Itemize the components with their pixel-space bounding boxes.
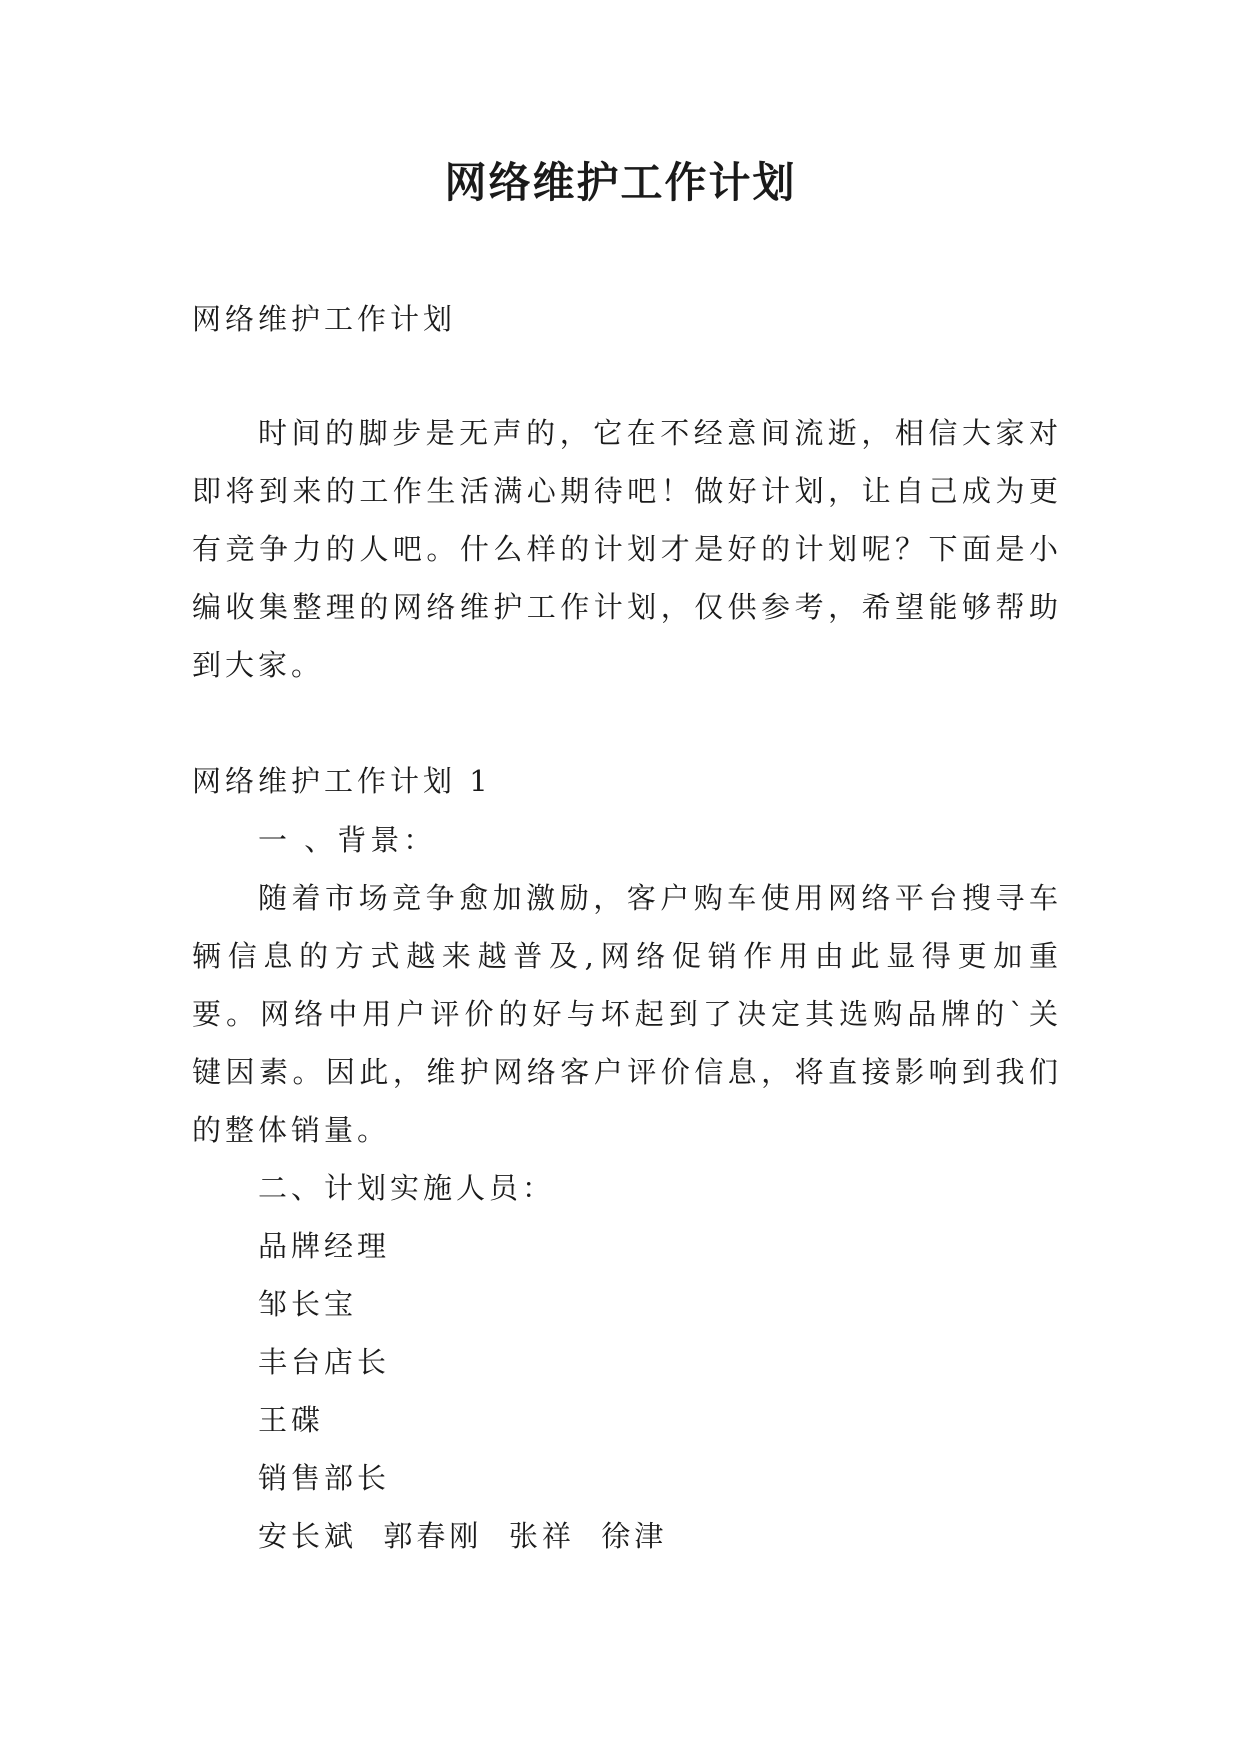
- staff-line: 王碟: [258, 1403, 325, 1437]
- background-paragraph: 随着市场竞争愈加激励，客户购车使用网络平台搜寻车辆信息的方式越来越普及,网络促销作用由此显得更加重要。网络中用户评价的好与坏起到了决定其选购品牌的`关键因素。因此，维护网络客户评价信息，将直接影响到我们的整体销量。: [192, 881, 1062, 1147]
- plan-content: [192, 811, 1062, 1565]
- staff-line: 品牌经理: [258, 1229, 391, 1263]
- staff-line: 销售部长: [258, 1461, 391, 1495]
- intro-paragraph: 时间的脚步是无声的，它在不经意间流逝，相信大家对即将到来的工作生活满心期待吧！做好计划，让自己成为更有竞争力的人吧。什么样的计划才是好的计划呢？下面是小编收集整理的网络维护工作计划，仅供参考，希望能够帮助到大家。: [192, 416, 1062, 682]
- staff-line: 安长斌 郭春刚 张祥 徐津: [258, 1519, 668, 1553]
- staff-line: 丰台店长: [258, 1345, 391, 1379]
- staff-line: 邹长宝: [258, 1287, 358, 1321]
- document-title: 网络维护工作计划: [444, 158, 797, 207]
- background-heading: 一 、背景：: [258, 823, 437, 857]
- section-heading: 网络维护工作计划 1: [192, 764, 492, 798]
- document-subtitle: 网络维护工作计划: [192, 302, 457, 336]
- staff-heading: 二、计划实施人员：: [258, 1171, 556, 1205]
